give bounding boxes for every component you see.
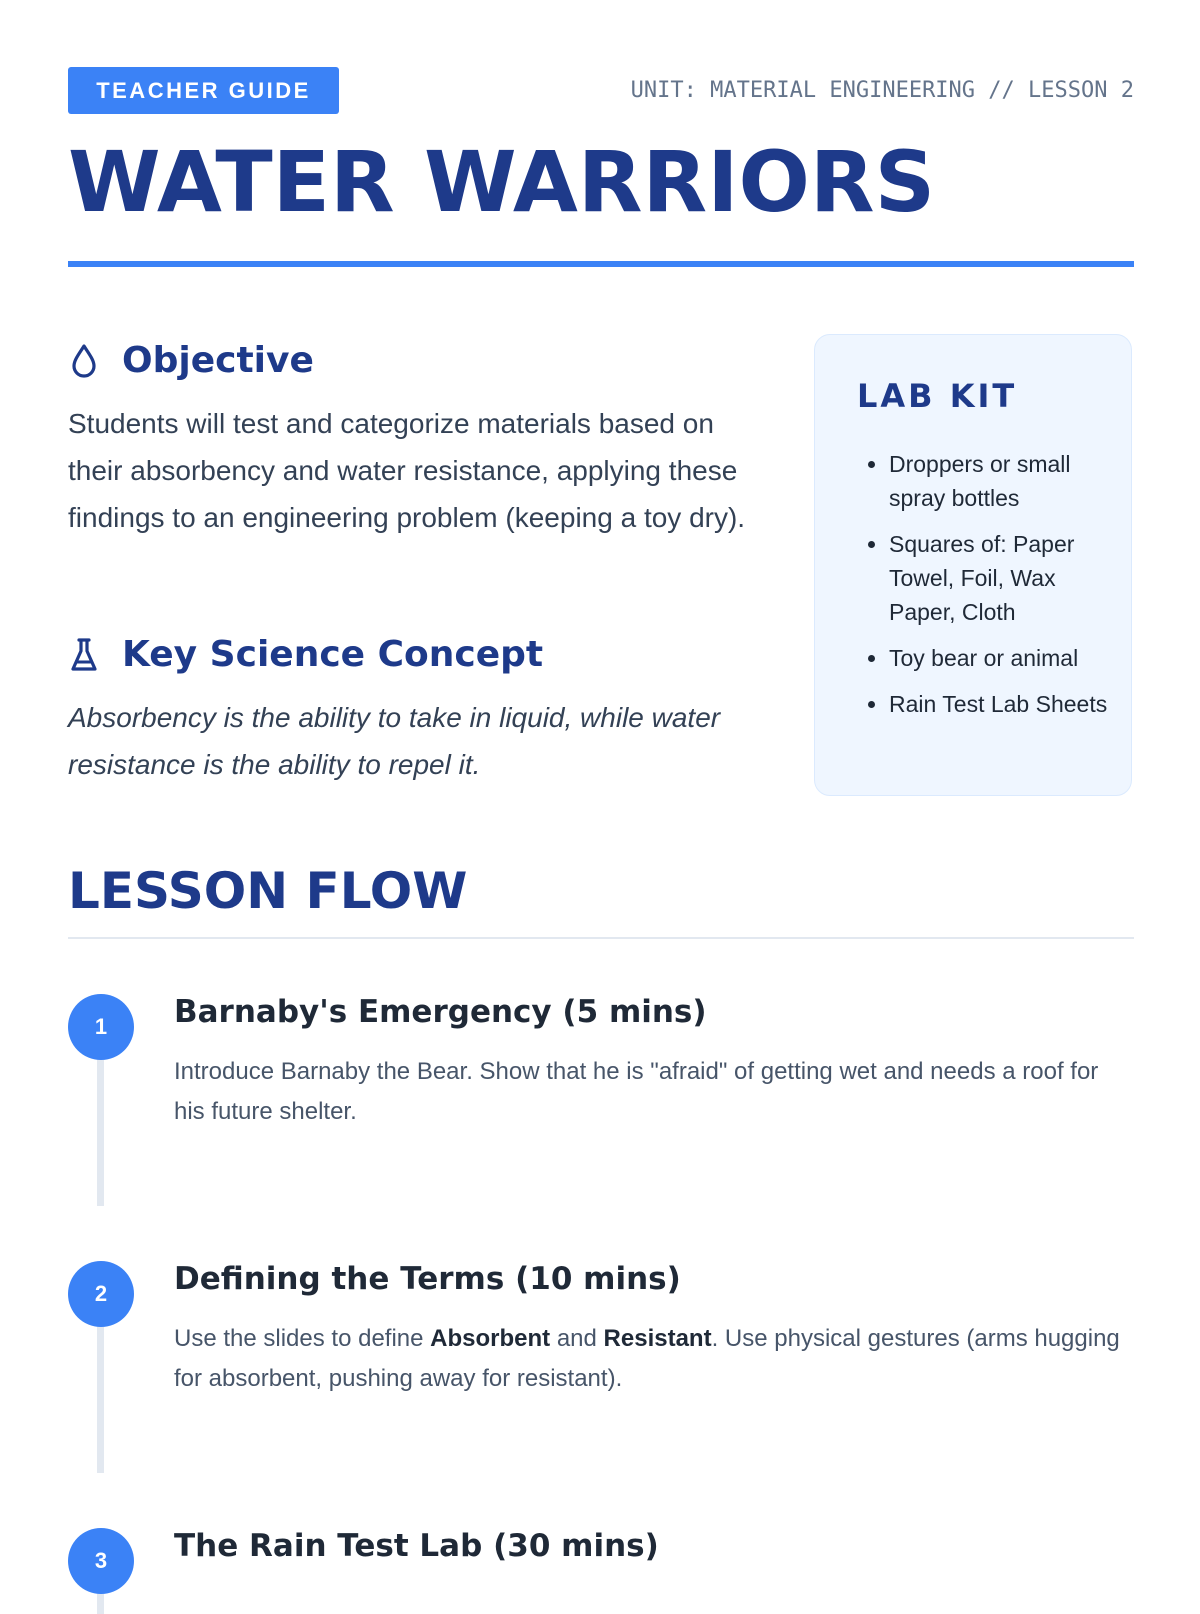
list-item: • Droppers or small spray bottles bbox=[889, 447, 1117, 515]
header bbox=[68, 67, 1134, 114]
flask-icon bbox=[68, 636, 100, 674]
timeline-line bbox=[97, 1327, 104, 1473]
objective-heading bbox=[68, 340, 314, 381]
unit-lesson-label: UNIT: MATERIAL ENGINEERING // LESSON 2 bbox=[630, 78, 1134, 103]
step-description-text: . Use physical gestures (arms hugging for absorbent, pushing away for resistant). bbox=[174, 1325, 1120, 1392]
list-item: • Rain Test Lab Sheets bbox=[889, 687, 1117, 721]
timeline-line bbox=[97, 1060, 104, 1206]
step-description-text: Use the slides to define bbox=[174, 1325, 431, 1352]
objective-heading-text: Objective bbox=[122, 340, 314, 381]
step-number-badge: 2 bbox=[68, 1261, 134, 1327]
term-resistant: Resistant bbox=[603, 1325, 712, 1352]
step-title: The Rain Test Lab (30 mins) bbox=[174, 1528, 659, 1564]
concept-text: Absorbency is the ability to take in liquid, while water resistance is the ability to repel it. bbox=[68, 702, 721, 780]
lab-kit-title: LAB KIT bbox=[857, 377, 1018, 415]
teacher-guide-badge: TEACHER GUIDE bbox=[68, 67, 339, 114]
step-description-text: and bbox=[550, 1325, 604, 1352]
lesson-flow-divider bbox=[68, 937, 1134, 939]
title-divider bbox=[68, 261, 1134, 267]
list-item: • Squares of: Paper Towel, Foil, Wax Paper, Cloth bbox=[889, 527, 1117, 629]
page-title: WATER WARRIORS bbox=[68, 133, 936, 231]
concept-heading-text: Key Science Concept bbox=[122, 634, 544, 675]
step-description: Introduce Barnaby the Bear. Show that he is "afraid" of getting wet and needs a roof for his future shelter. bbox=[174, 1058, 1099, 1125]
term-absorbent: Absorbent bbox=[430, 1325, 551, 1352]
lab-kit-list bbox=[857, 447, 1117, 733]
teacher-guide-page bbox=[68, 0, 1134, 1600]
lesson-flow-title: LESSON FLOW bbox=[68, 862, 468, 920]
concept-heading bbox=[68, 634, 543, 675]
objective-text: Students will test and categorize materials based on their absorbency and water resistance, applying these findings to an engineering problem (keeping a toy dry). bbox=[68, 408, 746, 533]
timeline-line bbox=[97, 1594, 104, 1614]
list-item: • Toy bear or animal bbox=[889, 641, 1117, 675]
lab-kit-panel bbox=[814, 334, 1132, 796]
droplet-icon bbox=[68, 342, 100, 380]
step-title: Barnaby's Emergency (5 mins) bbox=[174, 994, 707, 1030]
step-number-badge: 3 bbox=[68, 1528, 134, 1594]
step-title: Defining the Terms (10 mins) bbox=[174, 1261, 681, 1297]
step-description bbox=[174, 1319, 1124, 1399]
step-number-badge: 1 bbox=[68, 994, 134, 1060]
